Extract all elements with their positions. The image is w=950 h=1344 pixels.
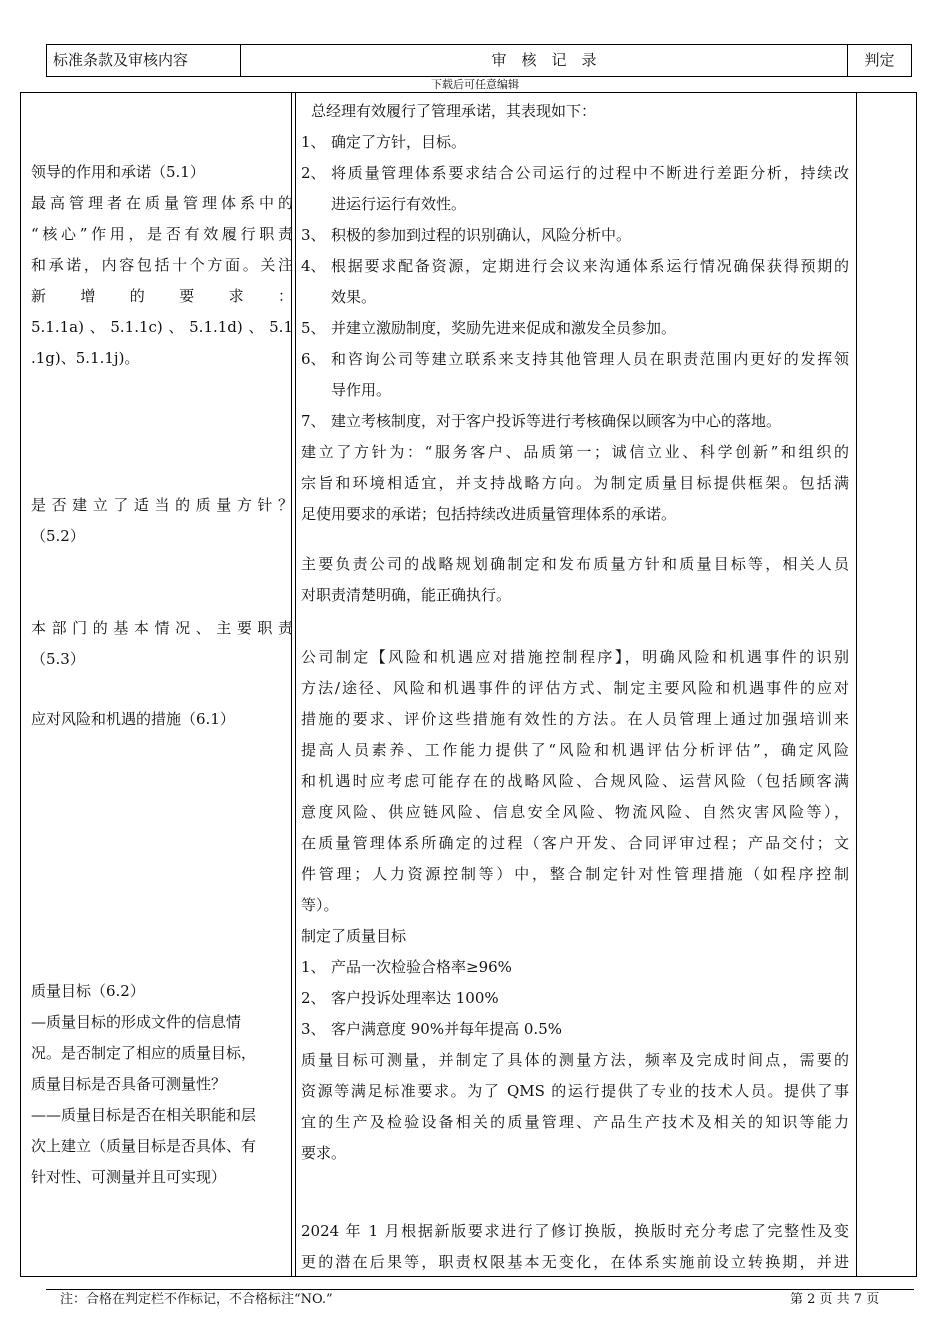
- measure-line: 宜的生产及检验设备相关的质量管理、产品生产技术及相关的知识等能力: [301, 1113, 849, 1131]
- column-divider-right: [856, 93, 857, 1276]
- header-record-cell: 审 核 记 录: [241, 45, 848, 76]
- list-item: 5、 并建立激励制度，奖励先进来促成和激发全员参加。: [301, 319, 677, 337]
- measure-line: 资源等满足标准要求。为了 QMS 的运行提供了专业的技术人员。提供了事: [301, 1082, 849, 1100]
- clause-5-1-line: 新 增 的 要 求 ：: [31, 287, 293, 305]
- clause-6-1-title: 应对风险和机遇的措施（6.1）: [31, 710, 235, 728]
- measure-line: 要求。: [301, 1144, 347, 1162]
- header-judgement-cell: 判定: [864, 51, 895, 69]
- clause-5-1-title: 领导的作用和承诺（5.1）: [31, 163, 205, 181]
- risk-line: 件管理；人力资源控制等）中，整合制定针对性管理措施（如程序控制: [301, 865, 849, 883]
- clause-5-1-line: 5.1.1a)、5.1.1c)、5.1.1d)、5.1: [31, 318, 293, 336]
- clause-5-2-line: 是否建立了适当的质量方针？: [31, 496, 293, 514]
- objective-item: 3、 客户满意度 90%并每年提高 0.5%: [301, 1020, 562, 1038]
- clause-5-1-line: 最高管理者在质量管理体系中的: [31, 194, 293, 212]
- list-item: 3、 积极的参加到过程的识别确认，风险分析中。: [301, 226, 632, 244]
- clause-5-1: [31, 157, 293, 374]
- header-clause-cell: 标准条款及审核内容: [47, 45, 241, 76]
- clause-6-2-line: 次上建立（质量目标是否具体、有: [31, 1137, 257, 1155]
- clause-5-3-line: （5.3）: [31, 650, 85, 668]
- risk-line: 提高人员素养、工作能力提供了“风险和机遇评估分析评估”，确定风险: [301, 741, 849, 759]
- risk-line: 公司制定【风险和机遇应对措施控制程序】，明确风险和机遇事件的识别: [301, 648, 849, 666]
- clause-6-2-line: 况。是否制定了相应的质量目标，: [31, 1044, 257, 1062]
- clause-6-2: [31, 976, 293, 1193]
- clause-5-3-line: 本部门的基本情况、主要职责: [31, 619, 293, 637]
- list-item: 4、 根据要求配备资源，定期进行会议来沟通体系运行情况确保获得预期的 效果。: [301, 257, 849, 306]
- objectives-title: 制定了质量目标: [301, 927, 407, 945]
- risk-line: 在质量管理体系所确定的过程（客户开发、合同评审过程；产品交付；文: [301, 834, 849, 852]
- risk-line: 方法/途径、风险和机遇事件的评估方式、制定主要风险和机遇事件的应对: [301, 679, 849, 697]
- audit-table: [20, 92, 917, 1277]
- header-row: [46, 44, 912, 77]
- duty-line: 对职责清楚明确，能正确执行。: [301, 586, 512, 604]
- policy-line: 建立了方针为：“服务客户、品质第一；诚信立业、科学创新”和组织的: [301, 443, 849, 461]
- list-item: 7、 建立考核制度，对于客户投诉等进行考核确保以顾客为中心的落地。: [301, 412, 782, 430]
- column-divider-left-double: [295, 93, 296, 1276]
- measure-line: 质量目标可测量，并制定了具体的测量方法，频率及完成时间点，需要的: [301, 1051, 849, 1069]
- clause-6-2-line: 质量目标是否具备可测量性？: [31, 1075, 227, 1093]
- list-item: 1、 确定了方针，目标。: [301, 133, 467, 151]
- clause-5-1-line: “核心”作用，是否有效履行职责: [31, 225, 293, 243]
- policy-line: 宗旨和环境相适宜，并支持战略方向。为制定质量目标提供框架。包括满: [301, 474, 849, 492]
- editable-note: 下载后可任意编辑: [431, 78, 519, 91]
- record-revision: [301, 1216, 849, 1278]
- footer-divider: [46, 1289, 914, 1290]
- clause-6-2-line: ——质量目标是否在相关职能和层: [31, 1106, 257, 1124]
- list-item: 6、 和咨询公司等建立联系来支持其他管理人员在职责范围内更好的发挥领 导作用。: [301, 350, 849, 399]
- clause-6-2-line: 针对性、可测量并且可实现）: [31, 1168, 227, 1186]
- record-duties: [301, 549, 849, 611]
- record-intro: 总经理有效履行了管理承诺，其表现如下：: [311, 102, 597, 120]
- revision-line: 2024 年 1 月根据新版要求进行了修订换版，换版时充分考虑了完整性及变: [301, 1222, 849, 1240]
- clause-6-2-line: —质量目标的形成文件的信息情: [31, 1013, 242, 1031]
- revision-line: 更的潜在后果等，职责权限基本无变化，在体系实施前设立转换期，并进: [301, 1253, 849, 1271]
- clause-5-3: [31, 613, 293, 675]
- record-risk: [301, 642, 849, 1169]
- risk-line: 意度风险、供应链风险、信息安全风险、物流风险、自然灾害风险等），: [301, 803, 849, 821]
- risk-line: 等）。: [301, 896, 339, 914]
- clause-5-1-line: .1g)、5.1.1j)。: [31, 349, 140, 367]
- record-commitment: [301, 96, 849, 530]
- clause-5-1-line: 和承诺，内容包括十个方面。关注: [31, 256, 293, 274]
- clause-6-2-title: 质量目标（6.2）: [31, 982, 145, 1000]
- duty-line: 主要负责公司的战略规划确制定和发布质量方针和质量目标等，相关人员: [301, 555, 849, 573]
- clause-6-1: [31, 704, 293, 735]
- page-number: 第 2 页 共 7 页: [790, 1292, 880, 1307]
- risk-line: 和机遇时应考虑可能存在的战略风险、合规风险、运营风险（包括顾客满: [301, 772, 849, 790]
- list-item: 2、 将质量管理体系要求结合公司运行的过程中不断进行差距分析，持续改 进运行运行有效性。: [301, 164, 849, 213]
- clause-5-2-line: （5.2）: [31, 527, 85, 545]
- policy-line: 足使用要求的承诺；包括持续改进质量管理体系的承诺。: [301, 505, 677, 523]
- risk-line: 措施的要求、评价这些措施有效性的方法。在人员管理上通过加强培训来: [301, 710, 849, 728]
- objective-item: 1、 产品一次检验合格率≥96%: [301, 958, 512, 976]
- footer-note: 注：合格在判定栏不作标记，不合格标注“NO.”: [60, 1292, 333, 1307]
- clause-5-2: [31, 490, 293, 552]
- objective-item: 2、 客户投诉处理率达 100%: [301, 989, 499, 1007]
